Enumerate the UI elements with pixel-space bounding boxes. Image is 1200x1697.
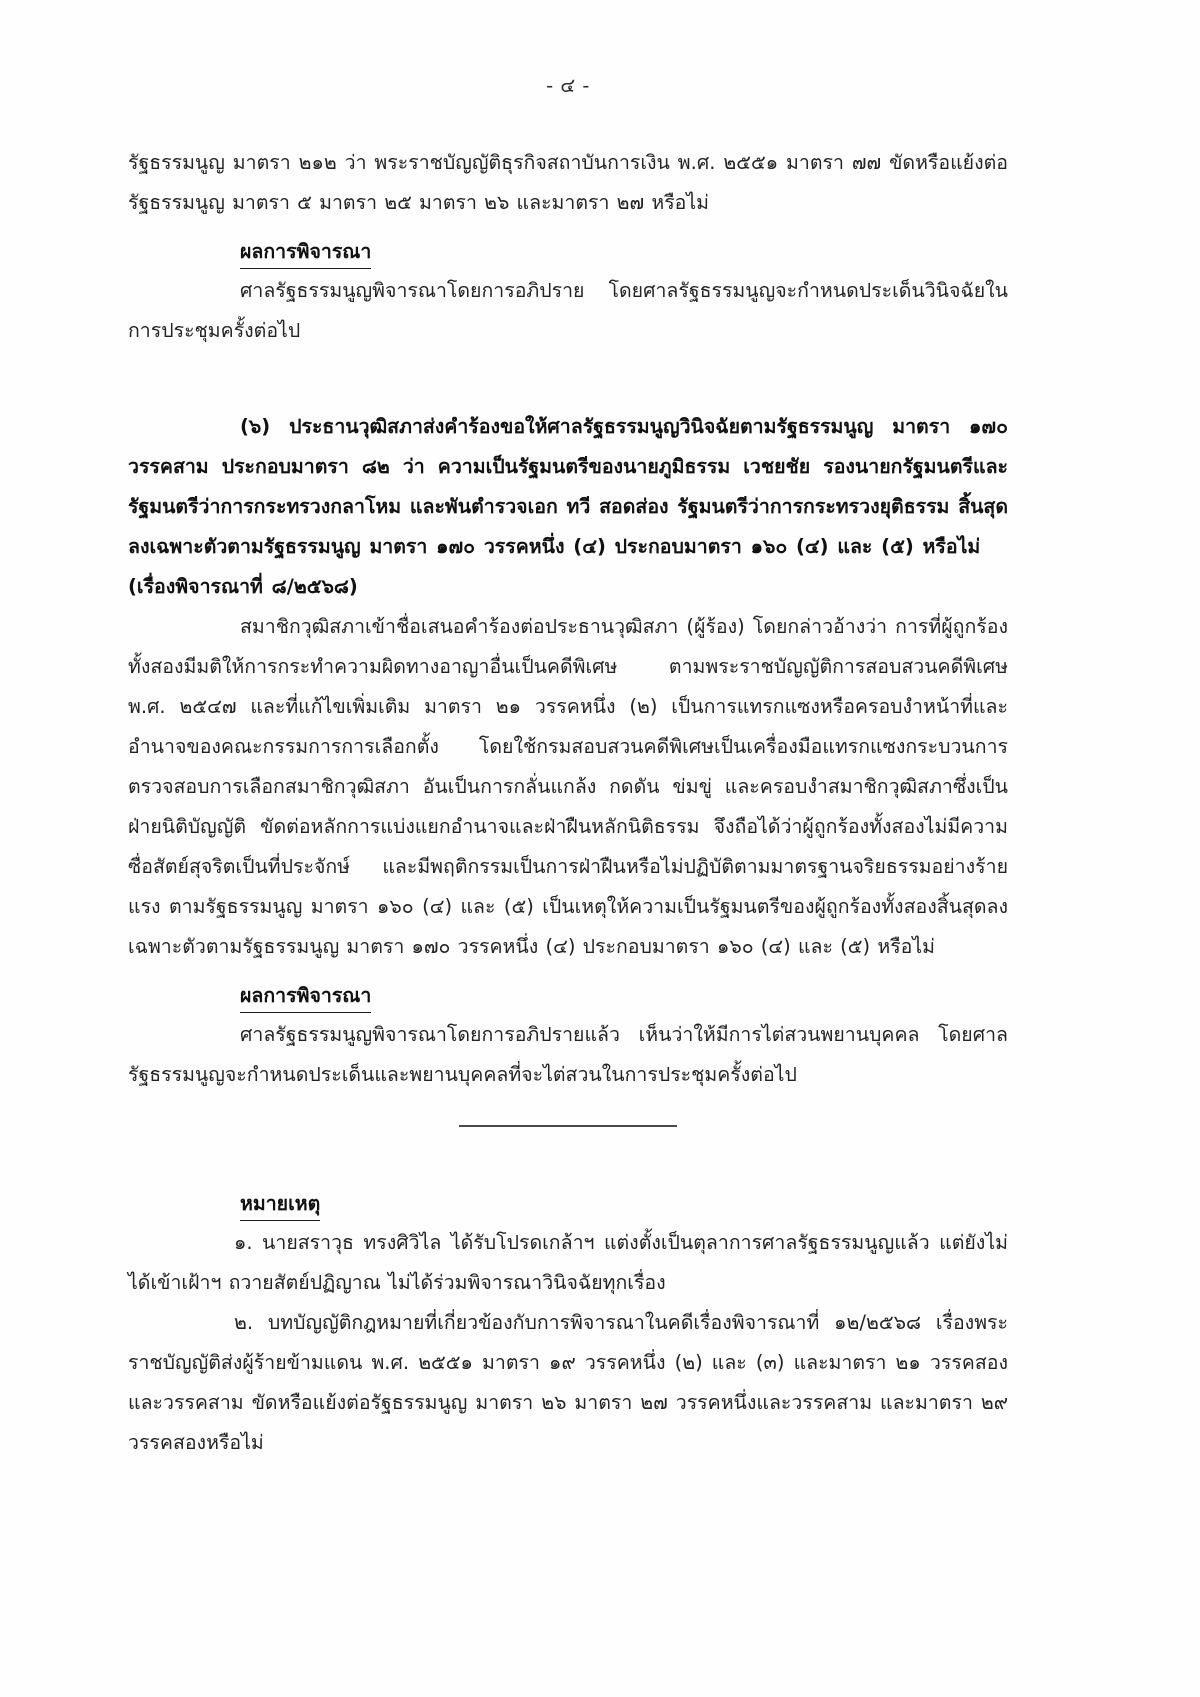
note-item-1-wrap <box>128 1223 1008 1303</box>
page-content <box>128 70 1008 1463</box>
item-6-paragraph-wrap <box>128 407 1008 567</box>
result-heading-1-wrap <box>128 237 1008 269</box>
result-body-2-wrap <box>128 1015 1008 1095</box>
item-6-case-reference: (เรื่องพิจารณาที่ ๘/๒๕๖๘) <box>128 575 358 598</box>
notes-heading-wrap <box>128 1189 1008 1221</box>
result-heading-1: ผลการพิจารณา <box>240 237 371 269</box>
notes-block <box>128 1189 1008 1463</box>
page-number: - ๔ - <box>546 74 590 97</box>
note-item-2: ๒. บทบัญญัติกฎหมายที่เกี่ยวข้องกับการพิจารณาในคดีเรื่องพิจารณาที่ ๑๒/๒๕๖๘ เรื่องพระราชบัญญัติส่งผู้ร้ายข้ามแดน พ.ศ. ๒๕๕๑ มาตรา ๑๙ วรรคหนึ่ง (๒) และ (๓) และมาตรา ๒๑ วรรคสองและวรรคสาม ขัดหรือแย้งต่อรัฐธรรมนูญ มาตรา ๒๖ มาตรา ๒๗ วรรคหนึ่งและวรรคสาม และมาตรา ๒๙ วรรคสองหรือไม่ <box>128 1311 1008 1454</box>
result-heading-2-wrap <box>128 981 1008 1013</box>
result-body-1: ศาลรัฐธรรมนูญพิจารณาโดยการอภิปราย โดยศาลรัฐธรรมนูญจะกำหนดประเด็นวินิจฉัยในการประชุมครั้งต่อไป <box>128 279 1008 342</box>
note-item-2-wrap <box>128 1303 1008 1463</box>
note-item-1: ๑. นายสราวุธ ทรงศิวิไล ได้รับโปรดเกล้าฯ แต่งตั้งเป็นตุลาการศาลรัฐธรรมนูญแล้ว แต่ยังไม่ได้เข้าเฝ้าฯ ถวายสัตย์ปฏิญาณ ไม่ได้ร่วมพิจารณาวินิจฉัยทุกเรื่อง <box>128 1231 1008 1294</box>
item-6-paragraph: (๖) ประธานวุฒิสภาส่งคำร้องขอให้ศาลรัฐธรรมนูญวินิจฉัยตามรัฐธรรมนูญ มาตรา ๑๗๐ วรรคสาม ประกอบมาตรา ๘๒ ว่า ความเป็นรัฐมนตรีของนายภูมิธรรม เวชยชัย รองนายกรัฐมนตรีและรัฐมนตรีว่าการกระทรวงกลาโหม และพันตำรวจเอก ทวี สอดส่อง รัฐมนตรีว่าการกระทรวงยุติธรรม สิ้นสุดลงเฉพาะตัวตามรัฐธรรมนูญ มาตรา ๑๗๐ วรรคหนึ่ง (๔) ประกอบมาตรา ๑๖๐ (๔) และ (๕) หรือไม่ <box>128 415 1008 558</box>
notes-heading: หมายเหตุ <box>240 1189 320 1221</box>
continued-paragraph: รัฐธรรมนูญ มาตรา ๒๑๒ ว่า พระราชบัญญัติธุรกิจสถาบันการเงิน พ.ศ. ๒๕๕๑ มาตรา ๗๗ ขัดหรือแย้งต่อรัฐธรรมนูญ มาตรา ๕ มาตรา ๒๕ มาตรา ๒๖ และมาตรา ๒๗ หรือไม่ <box>128 151 1008 214</box>
result-body-1-wrap <box>128 271 1008 351</box>
item-6-body-wrap <box>128 607 1008 967</box>
result-body-2: ศาลรัฐธรรมนูญพิจารณาโดยการอภิปรายแล้ว เห็นว่าให้มีการไต่สวนพยานบุคคล โดยศาลรัฐธรรมนูญจะกำหนดประเด็นและพยานบุคคลที่จะไต่สวนในการประชุมครั้งต่อไป <box>128 1023 1008 1086</box>
item-6-body: สมาชิกวุฒิสภาเข้าชื่อเสนอคำร้องต่อประธานวุฒิสภา (ผู้ร้อง) โดยกล่าวอ้างว่า การที่ผู้ถูกร้องทั้งสองมีมติให้การกระทำความผิดทางอาญาอื่นเป็นคดีพิเศษ ตามพระราชบัญญัติการสอบสวนคดีพิเศษ พ.ศ. ๒๕๔๗ และที่แก้ไขเพิ่มเติม มาตรา ๒๑ วรรคหนึ่ง (๒) เป็นการแทรกแซงหรือครอบงำหน้าที่และอำนาจของคณะกรรมการการเลือกตั้ง โดยใช้กรมสอบสวนคดีพิเศษเป็นเครื่องมือแทรกแซงกระบวนการตรวจสอบการเลือกสมาชิกวุฒิสภา อันเป็นการกลั่นแกล้ง กดดัน ข่มขู่ และครอบงำสมาชิกวุฒิสภาซึ่งเป็นฝ่ายนิติบัญญัติ ขัดต่อหลักการแบ่งแยกอำนาจและฝ่าฝืนหลักนิติธรรม จึงถือได้ว่าผู้ถูกร้องทั้งสองไม่มีความซื่อสัตย์สุจริตเป็นที่ประจักษ์ และมีพฤติกรรมเป็นการฝ่าฝืนหรือไม่ปฏิบัติตามมาตรฐานจริยธรรมอย่างร้ายแรง ตามรัฐธรรมนูญ มาตรา ๑๖๐ (๔) และ (๕) เป็นเหตุให้ความเป็นรัฐมนตรีของผู้ถูกร้องทั้งสองสิ้นสุดลงเฉพาะตัวตามรัฐธรรมนูญ มาตรา ๑๗๐ วรรคหนึ่ง (๔) ประกอบมาตรา ๑๖๐ (๔) และ (๕) หรือไม่ <box>128 615 1008 958</box>
result-heading-2: ผลการพิจารณา <box>240 981 371 1013</box>
section-divider <box>459 1125 677 1127</box>
